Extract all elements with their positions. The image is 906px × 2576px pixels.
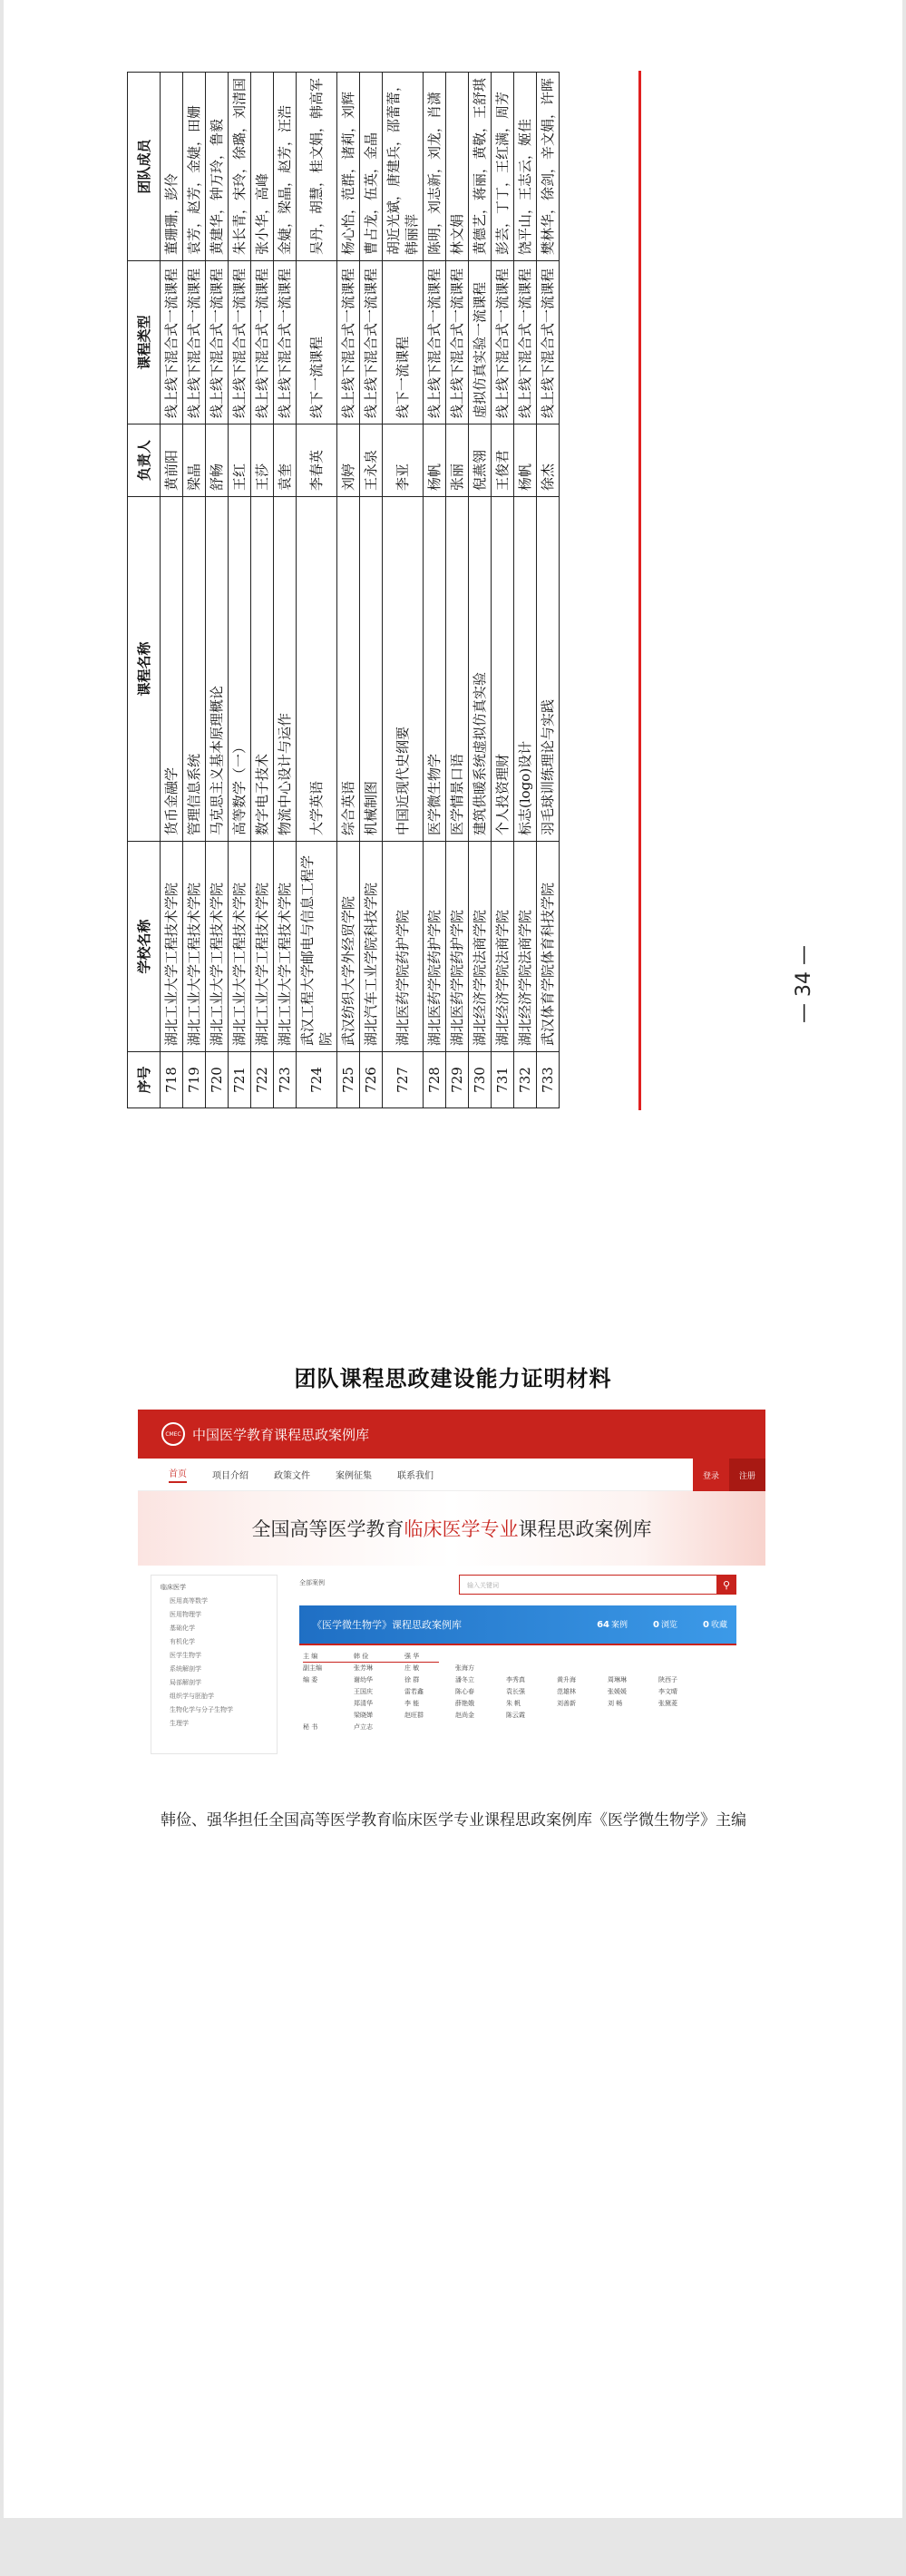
- credit-name: 黄升海: [557, 1676, 576, 1683]
- credit-role: [303, 1686, 354, 1698]
- cell-school: 湖北工业大学工程技术学院: [274, 842, 297, 1052]
- cell-leader: 王俊君: [492, 424, 514, 497]
- cell-no: 733: [537, 1052, 560, 1108]
- sidebar-item[interactable]: 有机化学: [170, 1638, 195, 1645]
- divider: [299, 1644, 736, 1645]
- credit-name: 张芳琳: [354, 1664, 373, 1672]
- credit-role: 秘 书: [303, 1723, 318, 1731]
- credit-name: 刘善新: [557, 1700, 576, 1707]
- cell-members: 黄建华，钟万玲，鲁毅: [206, 73, 229, 261]
- credit-name: 薛艳娥: [455, 1700, 474, 1707]
- table-row: [251, 73, 274, 1108]
- cell-members: 饶平山，王志云，姬佳: [514, 73, 537, 261]
- cell-school: 湖北医药学院药护学院: [383, 842, 424, 1052]
- cell-no: 730: [469, 1052, 492, 1108]
- cell-school: 湖北工业大学工程技术学院: [161, 842, 183, 1052]
- cell-leader: 王永泉: [360, 424, 383, 497]
- credit-name: 庄 敏: [404, 1664, 420, 1672]
- cell-type: 线上线下混合式一流课程: [360, 261, 383, 424]
- cell-leader: 张丽: [446, 424, 469, 497]
- cell-members: 樊林华，徐剑，辛文娟，许晖: [537, 73, 560, 261]
- cell-type: 线下一流课程: [297, 261, 337, 424]
- cell-course: 个人投资理财: [492, 497, 514, 842]
- cell-type: 线上线下混合式一流课程: [337, 261, 360, 424]
- cell-leader: 李亚: [383, 424, 424, 497]
- credit-row: [303, 1710, 736, 1722]
- cell-course: 羽毛球训练理论与实践: [537, 497, 560, 842]
- table-row: [183, 73, 206, 1108]
- cell-no: 724: [297, 1052, 337, 1108]
- site-logo-icon: [161, 1422, 185, 1446]
- cell-no: 727: [383, 1052, 424, 1108]
- credit-row: [303, 1663, 736, 1674]
- cell-no: 729: [446, 1052, 469, 1108]
- table-row: [297, 73, 337, 1108]
- stat-item: [653, 1618, 677, 1630]
- credit-name: 潘冬立: [455, 1676, 474, 1683]
- cell-school: 湖北工业大学工程技术学院: [183, 842, 206, 1052]
- credit-name: 谢幼华: [354, 1676, 373, 1683]
- header-course: 课程名称: [128, 497, 161, 842]
- cell-school: 湖北工业大学工程技术学院: [251, 842, 274, 1052]
- website-screenshot: [138, 1410, 765, 1791]
- site-nav: [138, 1459, 765, 1491]
- credit-name: 梁晓婵: [354, 1712, 373, 1719]
- cell-members: 胡近光斌，唐建兵，邵蕾蕾，韩丽萍: [383, 73, 424, 261]
- credit-name: 刘 畅: [608, 1700, 623, 1707]
- credit-name: 强 华: [404, 1653, 420, 1660]
- cell-no: 718: [161, 1052, 183, 1108]
- credit-row: [303, 1722, 736, 1733]
- cell-members: 林文娟: [446, 73, 469, 261]
- cell-course: 机械制图: [360, 497, 383, 842]
- header-type: 课程类型: [128, 261, 161, 424]
- cell-school: 湖北经济学院法商学院: [514, 842, 537, 1052]
- cell-leader: 徐杰: [537, 424, 560, 497]
- nav-contact[interactable]: 联系我们: [397, 1471, 434, 1481]
- cell-school: 湖北工业大学工程技术学院: [229, 842, 251, 1052]
- register-button[interactable]: 注册: [729, 1459, 765, 1491]
- table-row: [383, 73, 424, 1108]
- sidebar-item[interactable]: 生理学: [170, 1720, 189, 1727]
- cell-no: 726: [360, 1052, 383, 1108]
- credit-name: 卢立志: [354, 1723, 373, 1731]
- credit-role: 主 编: [303, 1653, 318, 1660]
- cell-school: 湖北经济学院法商学院: [492, 842, 514, 1052]
- credit-role: 副主编: [303, 1664, 322, 1672]
- stat-number: 0: [653, 1620, 659, 1630]
- cell-members: 陈明，刘志新，刘龙，肖潇: [424, 73, 446, 261]
- cell-leader: 王红: [229, 424, 251, 497]
- stat-number: 0: [703, 1620, 709, 1630]
- cell-type: 线上线下混合式一流课程: [424, 261, 446, 424]
- cell-no: 732: [514, 1052, 537, 1108]
- credit-name: 雷若鑫: [404, 1688, 424, 1695]
- credit-name: 袁长强: [506, 1688, 525, 1695]
- credit-name: 李文晴: [658, 1688, 677, 1695]
- table-row: [469, 73, 492, 1108]
- stat-number: 64: [597, 1620, 610, 1630]
- sidebar-item[interactable]: 基础化学: [170, 1625, 195, 1632]
- search-label: 全部案例: [299, 1579, 325, 1586]
- site-name: 中国医学教育课程思政案例库: [192, 1426, 370, 1443]
- cell-course: 数字电子技术: [251, 497, 274, 842]
- sidebar-item[interactable]: 临床医学: [161, 1584, 186, 1591]
- credit-row: [303, 1698, 736, 1710]
- cell-course: 管理信息系统: [183, 497, 206, 842]
- caption: 韩俭、强华担任全国高等医学教育临床医学专业课程思政案例库《医学微生物学》主编: [161, 1811, 746, 1830]
- logo-text: CMEC: [165, 1430, 181, 1438]
- sidebar-item[interactable]: 系统解剖学: [170, 1665, 201, 1673]
- cell-no: 722: [251, 1052, 274, 1108]
- case-stats: [597, 1618, 727, 1630]
- cell-type: 线上线下混合式一流课程: [229, 261, 251, 424]
- site-header: [138, 1410, 765, 1459]
- credit-name: 郑清华: [354, 1700, 373, 1707]
- credit-row: [303, 1686, 736, 1698]
- sidebar: [151, 1575, 278, 1754]
- cell-members: 董珊珊，彭伶: [161, 73, 183, 261]
- cell-type: 线下一流课程: [383, 261, 424, 424]
- banner-suffix: 课程思政案例库: [518, 1518, 652, 1540]
- credit-name: 周琳琳: [608, 1676, 627, 1683]
- cell-no: 725: [337, 1052, 360, 1108]
- table-row: [514, 73, 537, 1108]
- table-row: [337, 73, 360, 1108]
- cell-leader: 袁奎: [274, 424, 297, 497]
- table-row: [537, 73, 560, 1108]
- cell-course: 综合英语: [337, 497, 360, 842]
- search-icon[interactable]: ⚲: [716, 1575, 736, 1595]
- case-card-header: [299, 1605, 736, 1644]
- cell-no: 720: [206, 1052, 229, 1108]
- table-row: [360, 73, 383, 1108]
- cell-course: 医学微生物学: [424, 497, 446, 842]
- cell-school: 湖北经济学院法商学院: [469, 842, 492, 1052]
- sidebar-item[interactable]: 医用物理学: [170, 1611, 201, 1618]
- stat-unit: 浏览: [661, 1621, 678, 1630]
- cell-leader: 舒畅: [206, 424, 229, 497]
- cell-type: 线上线下混合式一流课程: [492, 261, 514, 424]
- sidebar-item[interactable]: 局部解剖学: [170, 1679, 201, 1686]
- cell-course: 中国近现代史纲要: [383, 497, 424, 842]
- credit-name: 张媛媛: [608, 1688, 627, 1695]
- cell-no: 731: [492, 1052, 514, 1108]
- cell-leader: 杨帆: [424, 424, 446, 497]
- credit-name: 张黛菱: [658, 1700, 677, 1707]
- cell-members: 朱长青，宋玲，徐璐，刘清国: [229, 73, 251, 261]
- page-number: — 34 —: [793, 945, 815, 1023]
- credit-name: 朱 帆: [506, 1700, 521, 1707]
- credit-name: 陈云霞: [506, 1712, 525, 1719]
- cell-course: 马克思主义基本原理概论: [206, 497, 229, 842]
- table-row: [206, 73, 229, 1108]
- nav-intro[interactable]: 项目介绍: [212, 1471, 248, 1481]
- header-school: 学校名称: [128, 842, 161, 1052]
- cell-no: 719: [183, 1052, 206, 1108]
- cell-no: 723: [274, 1052, 297, 1108]
- nav-cases[interactable]: 案例征集: [336, 1471, 372, 1481]
- cell-leader: 李春英: [297, 424, 337, 497]
- cell-leader: 王莎: [251, 424, 274, 497]
- cell-type: 线上线下混合式一流课程: [537, 261, 560, 424]
- sidebar-item[interactable]: 医学生物学: [170, 1652, 201, 1659]
- stat-unit: 案例: [611, 1621, 628, 1630]
- cell-leader: 梁晶: [183, 424, 206, 497]
- header-no: 序号: [128, 1052, 161, 1108]
- search-input[interactable]: 输入关键词: [459, 1575, 735, 1595]
- banner-prefix: 全国高等医学教育: [251, 1518, 404, 1540]
- cell-school: 武汉体育学院体育科技学院: [537, 842, 560, 1052]
- highlight-line: [638, 71, 641, 1110]
- cell-members: 彭芸，丁丁，王红满，周芳: [492, 73, 514, 261]
- cell-members: 杨心怡，范群，诸莉，刘辉: [337, 73, 360, 261]
- credit-name: 李秀真: [506, 1676, 525, 1683]
- header-members: 团队成员: [128, 73, 161, 261]
- cell-leader: 刘婷: [337, 424, 360, 497]
- stat-item: [703, 1618, 727, 1630]
- cell-members: 曹占龙，伍英，金晶: [360, 73, 383, 261]
- table-row: [424, 73, 446, 1108]
- cell-course: 建筑供暖系统虚拟仿真实验: [469, 497, 492, 842]
- cell-type: 线上线下混合式一流课程: [206, 261, 229, 424]
- credit-name: 韩 俭: [354, 1653, 369, 1660]
- login-button[interactable]: 登录: [693, 1459, 729, 1491]
- stat-unit: 收藏: [710, 1621, 727, 1630]
- site-body: [138, 1566, 765, 1758]
- cell-members: 袁芳，赵芳，金婕，田姗: [183, 73, 206, 261]
- cell-course: 医学情景口语: [446, 497, 469, 842]
- cell-course: 标志(logo)设计: [514, 497, 537, 842]
- page-title: 团队课程思政建设能力证明材料: [294, 1366, 612, 1391]
- cell-school: 湖北医药学院药护学院: [446, 842, 469, 1052]
- cell-leader: 杨帆: [514, 424, 537, 497]
- cell-type: 线上线下混合式一流课程: [251, 261, 274, 424]
- credit-row: [303, 1674, 736, 1686]
- cell-type: 虚拟仿真实验一流课程: [469, 261, 492, 424]
- header-leader: 负责人: [128, 424, 161, 497]
- credit-name: 陈心春: [455, 1688, 474, 1695]
- cell-no: 721: [229, 1052, 251, 1108]
- rotated-table-wrapper: [127, 72, 560, 1108]
- document-page-1: [4, 0, 902, 1230]
- credits-list: [303, 1651, 736, 1733]
- cell-school: 湖北医药学院药护学院: [424, 842, 446, 1052]
- cell-members: 金婕，梁晶，赵芳，汪浩: [274, 73, 297, 261]
- course-table-body: [161, 73, 560, 1108]
- cell-school: 湖北工业大学工程技术学院: [206, 842, 229, 1052]
- credit-name: 张海方: [455, 1664, 474, 1672]
- cell-members: 黄德艺，蒋丽，黄敬，王舒琪: [469, 73, 492, 261]
- stat-item: [597, 1618, 628, 1630]
- cell-type: 线上线下混合式一流课程: [274, 261, 297, 424]
- chief-editor-underline: [303, 1662, 439, 1663]
- cell-type: 线上线下混合式一流课程: [514, 261, 537, 424]
- table-row: [446, 73, 469, 1108]
- case-card-title: 《医学微生物学》课程思政案例库: [312, 1619, 462, 1631]
- sidebar-item[interactable]: 医用高等数学: [170, 1597, 208, 1605]
- cell-course: 物流中心设计与运作: [274, 497, 297, 842]
- cell-type: 线上线下混合式一流课程: [446, 261, 469, 424]
- cell-school: 湖北汽车工业学院科技学院: [360, 842, 383, 1052]
- sidebar-item[interactable]: 组织学与胚胎学: [170, 1693, 214, 1700]
- document-page-2: [4, 1197, 902, 2518]
- credit-role: [303, 1710, 354, 1722]
- table-row: [492, 73, 514, 1108]
- cell-type: 线上线下混合式一流课程: [161, 261, 183, 424]
- cell-no: 728: [424, 1052, 446, 1108]
- cell-course: 货币金融学: [161, 497, 183, 842]
- table-row: [161, 73, 183, 1108]
- cell-type: 线上线下混合式一流课程: [183, 261, 206, 424]
- banner: [138, 1491, 765, 1566]
- table-row: [274, 73, 297, 1108]
- course-table: [127, 72, 560, 1108]
- credit-name: 徐 群: [404, 1676, 420, 1683]
- sidebar-item[interactable]: 生物化学与分子生物学: [170, 1706, 233, 1713]
- credit-name: 王国庆: [354, 1688, 373, 1695]
- credit-role: [303, 1698, 354, 1710]
- banner-highlight: 临床医学专业: [404, 1518, 519, 1540]
- nav-home[interactable]: 首页: [169, 1466, 187, 1483]
- cell-leader: 倪燕翎: [469, 424, 492, 497]
- table-header-row: [128, 73, 161, 1108]
- cell-leader: 黄前阳: [161, 424, 183, 497]
- credit-name: 陕西子: [658, 1676, 677, 1683]
- credit-role: 编 委: [303, 1676, 318, 1683]
- cell-members: 吴丹，胡慧，桂文娟，韩高军: [297, 73, 337, 261]
- credit-name: 范雄林: [557, 1688, 576, 1695]
- cell-course: 大学英语: [297, 497, 337, 842]
- cell-school: 武汉工程大学邮电与信息工程学院: [297, 842, 337, 1052]
- credit-name: 赵旺群: [404, 1712, 424, 1719]
- cell-course: 高等数学（一）: [229, 497, 251, 842]
- table-row: [229, 73, 251, 1108]
- nav-policy[interactable]: 政策文件: [274, 1471, 310, 1481]
- credit-name: 李 能: [404, 1700, 420, 1707]
- cell-school: 武汉纺织大学外经贸学院: [337, 842, 360, 1052]
- cell-members: 张小华，高峰: [251, 73, 274, 261]
- credit-name: 赵尚金: [455, 1712, 474, 1719]
